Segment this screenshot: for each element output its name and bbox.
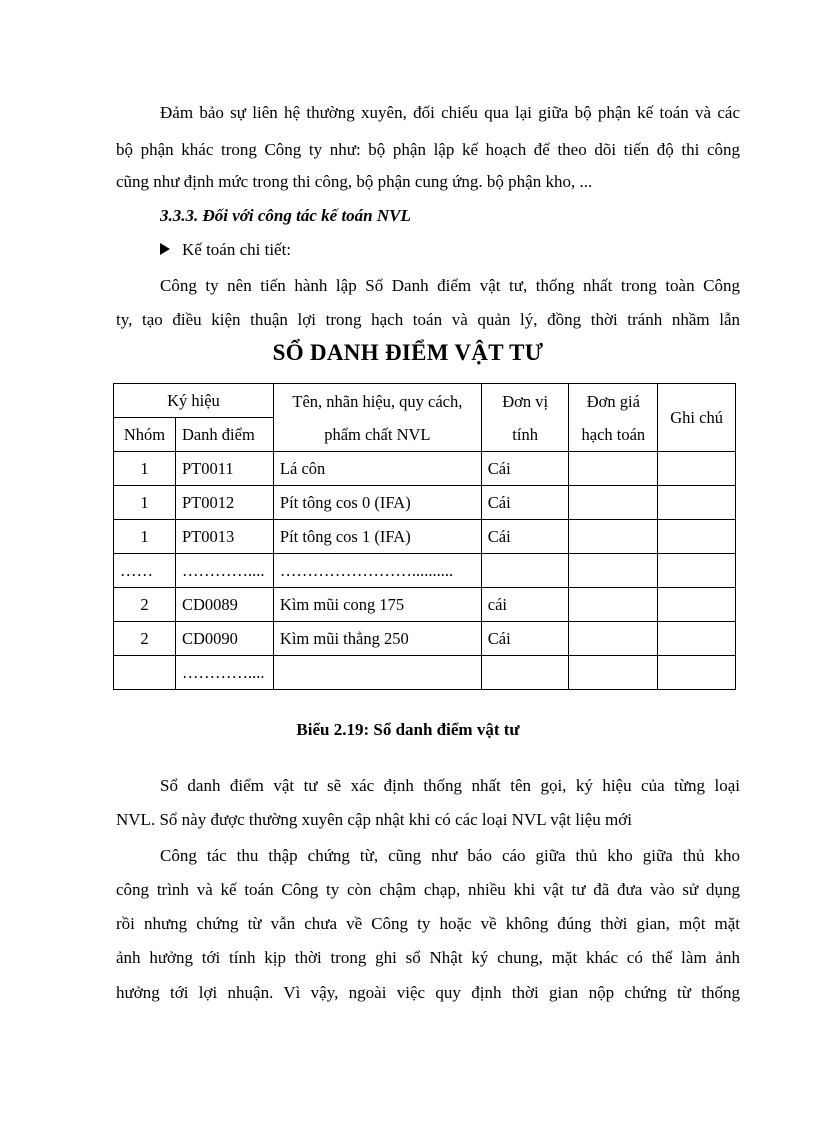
cell-ghi-chu: [658, 452, 736, 486]
paragraph-line: hưởng tới lợi nhuận. Vì vậy, ngoài việc quy định thời gian nộp chứng từ thống: [116, 983, 740, 1002]
paragraph-line: Công tác thu thập chứng từ, cũng như báo cáo giữa thủ kho giữa thủ kho: [160, 846, 740, 865]
header-don-gia-line1: Đơn giá: [586, 391, 640, 411]
cell-ten: [273, 656, 481, 690]
cell-ten: Lá côn: [273, 452, 481, 486]
cell-danh-diem: CD0090: [175, 622, 273, 656]
cell-nhom: 2: [114, 622, 176, 656]
arrow-bullet-icon: [160, 243, 170, 255]
paragraph-line: ảnh hưởng tới tính kịp thời trong ghi sổ Nhật ký chung, mặt khác có thể làm ảnh: [116, 948, 740, 967]
header-don-gia: [569, 384, 658, 452]
header-don-vi-line2: tính: [512, 424, 538, 444]
cell-danh-diem: PT0012: [175, 486, 273, 520]
cell-don-vi: Cái: [481, 452, 569, 486]
paragraph-line: cũng như định mức trong thi công, bộ phận cung ứng. bộ phận kho, ...: [116, 172, 593, 191]
cell-don-gia: [569, 554, 658, 588]
paragraph-line: công trình và kế toán Công ty còn chậm chạp, nhiều khi vật tư đã đưa vào sử dụng: [116, 880, 740, 899]
paragraph-line: ty, tạo điều kiện thuận lợi trong hạch toán và quản lý, đồng thời tránh nhầm lẫn: [116, 310, 740, 329]
cell-ten: Pít tông cos 0 (IFA): [273, 486, 481, 520]
cell-ten: Pít tông cos 1 (IFA): [273, 520, 481, 554]
cell-ghi-chu: [658, 554, 736, 588]
table-row: [114, 588, 736, 622]
table-row: [114, 554, 736, 588]
header-ten-line1: Tên, nhãn hiệu, quy cách,: [292, 391, 463, 411]
table-row: [114, 452, 736, 486]
table-row: [114, 656, 736, 690]
table-row: [114, 622, 736, 656]
material-catalog-table: [113, 383, 736, 690]
table-row: [114, 520, 736, 554]
cell-ghi-chu: [658, 622, 736, 656]
header-don-gia-line2: hạch toán: [581, 424, 646, 444]
cell-don-vi: Cái: [481, 486, 569, 520]
cell-danh-diem: …………....: [175, 554, 273, 588]
cell-ten: ……………………..........: [273, 554, 481, 588]
cell-don-gia: [569, 452, 658, 486]
header-nhom: Nhóm: [114, 418, 176, 452]
cell-don-gia: [569, 622, 658, 656]
header-ghi-chu: Ghi chú: [658, 384, 736, 452]
paragraph-line: bộ phận khác trong Công ty như: bộ phận lập kế hoạch để theo dõi tiến độ thi công: [116, 140, 740, 159]
cell-nhom: 1: [114, 520, 176, 554]
header-ten: [273, 384, 481, 452]
cell-danh-diem: …………....: [175, 656, 273, 690]
cell-ten: Kìm mũi cong 175: [273, 588, 481, 622]
cell-ghi-chu: [658, 520, 736, 554]
cell-nhom: 1: [114, 486, 176, 520]
cell-danh-diem: PT0011: [175, 452, 273, 486]
table-title: SỔ DANH ĐIỂM VẬT TƯ: [272, 340, 544, 365]
cell-don-vi: Cái: [481, 520, 569, 554]
paragraph-line: Đảm bảo sự liên hệ thường xuyên, đối chiếu qua lại giữa bộ phận kế toán và các: [160, 103, 740, 122]
paragraph-line: NVL. Sổ này được thường xuyên cập nhật khi có các loại NVL vật liệu mới: [116, 810, 632, 829]
cell-nhom: ……: [114, 554, 176, 588]
cell-danh-diem: PT0013: [175, 520, 273, 554]
cell-nhom: 2: [114, 588, 176, 622]
paragraph-line: rồi nhưng chứng từ vẫn chưa về Công ty hoặc về không đúng thời gian, một mặt: [116, 914, 740, 933]
cell-danh-diem: CD0089: [175, 588, 273, 622]
cell-don-gia: [569, 588, 658, 622]
cell-nhom: [114, 656, 176, 690]
header-ky-hieu: Ký hiệu: [114, 384, 274, 418]
table-row: [114, 486, 736, 520]
header-danh-diem: Danh điểm: [175, 418, 273, 452]
cell-ten: Kìm mũi thẳng 250: [273, 622, 481, 656]
cell-don-vi: [481, 554, 569, 588]
table-caption: Biểu 2.19: Sổ danh điểm vật tư: [296, 720, 520, 739]
cell-don-gia: [569, 486, 658, 520]
bullet-text: Kế toán chi tiết:: [182, 240, 292, 259]
header-don-vi: [481, 384, 569, 452]
bullet-item: [160, 240, 291, 260]
header-don-vi-line1: Đơn vị: [502, 391, 549, 411]
cell-nhom: 1: [114, 452, 176, 486]
paragraph-line: Sổ danh điểm vật tư sẽ xác định thống nhất tên gọi, ký hiệu của từng loại: [160, 776, 740, 795]
table-header-row: [114, 384, 736, 418]
header-ten-line2: phẩm chất NVL: [324, 424, 431, 444]
cell-ghi-chu: [658, 486, 736, 520]
cell-don-gia: [569, 656, 658, 690]
section-heading: 3.3.3. Đối với công tác kế toán NVL: [160, 206, 411, 225]
cell-ghi-chu: [658, 656, 736, 690]
cell-ghi-chu: [658, 588, 736, 622]
cell-don-vi: cái: [481, 588, 569, 622]
cell-don-gia: [569, 520, 658, 554]
paragraph-line: Công ty nên tiến hành lập Sổ Danh điểm vật tư, thống nhất trong toàn Công: [160, 276, 740, 295]
cell-don-vi: Cái: [481, 622, 569, 656]
cell-don-vi: [481, 656, 569, 690]
